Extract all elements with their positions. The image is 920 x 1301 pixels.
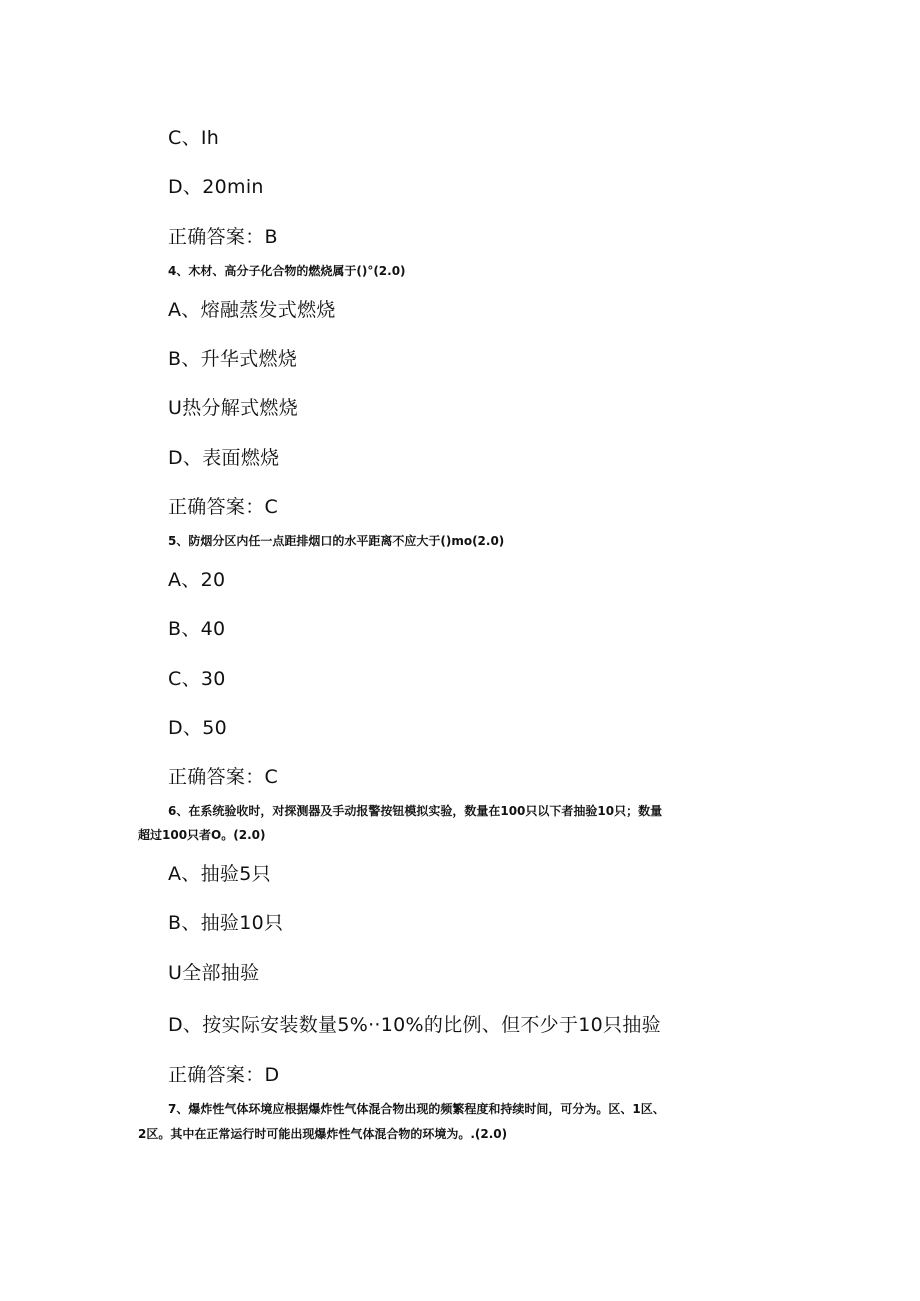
q3-answer: 正确答案：B	[168, 226, 278, 248]
q5-option-a: A、20	[168, 569, 226, 591]
q5-option-c: C、30	[168, 668, 226, 690]
q4-option-d: D、表面燃烧	[168, 447, 280, 469]
q6-stem-line1: 6、在系统验收时，对探测器及手动报警按钮模拟实验，数量在100只以下者抽验10只；数量	[168, 804, 663, 818]
q6-option-a: A、抽验5只	[168, 863, 271, 885]
q4-stem: 4、木材、高分子化合物的燃烧属于()°(2.0)	[168, 264, 406, 278]
q6-option-d: D、按实际安装数量5%··10%的比例、但不少于10只抽验	[168, 1014, 661, 1036]
q7-stem-line1: 7、爆炸性气体环境应根据爆炸性气体混合物出现的频繁程度和持续时间，可分为。区、1区、	[168, 1102, 665, 1116]
q6-answer: 正确答案：D	[168, 1064, 280, 1086]
q3-option-d: D、20min	[168, 176, 264, 198]
q4-option-a: A、熔融蒸发式燃烧	[168, 299, 336, 321]
q5-stem: 5、防烟分区内任一点距排烟口的水平距离不应大于()mo(2.0)	[168, 534, 505, 548]
q4-option-c: U热分解式燃烧	[168, 397, 299, 419]
q3-option-c: C、Ih	[168, 127, 220, 149]
q5-answer: 正确答案：C	[168, 766, 279, 788]
q6-stem-line2: 超过100只者O。(2.0)	[138, 828, 266, 842]
q5-option-d: D、50	[168, 717, 228, 739]
q6-option-b: B、抽验10只	[168, 912, 284, 934]
q4-answer: 正确答案：C	[168, 496, 279, 518]
q7-stem-line2: 2区。其中在正常运行时可能出现爆炸性气体混合物的环境为。.(2.0)	[138, 1127, 508, 1141]
q4-option-b: B、升华式燃烧	[168, 348, 298, 370]
q5-option-b: B、40	[168, 618, 226, 640]
q6-option-c: U全部抽验	[168, 962, 260, 984]
